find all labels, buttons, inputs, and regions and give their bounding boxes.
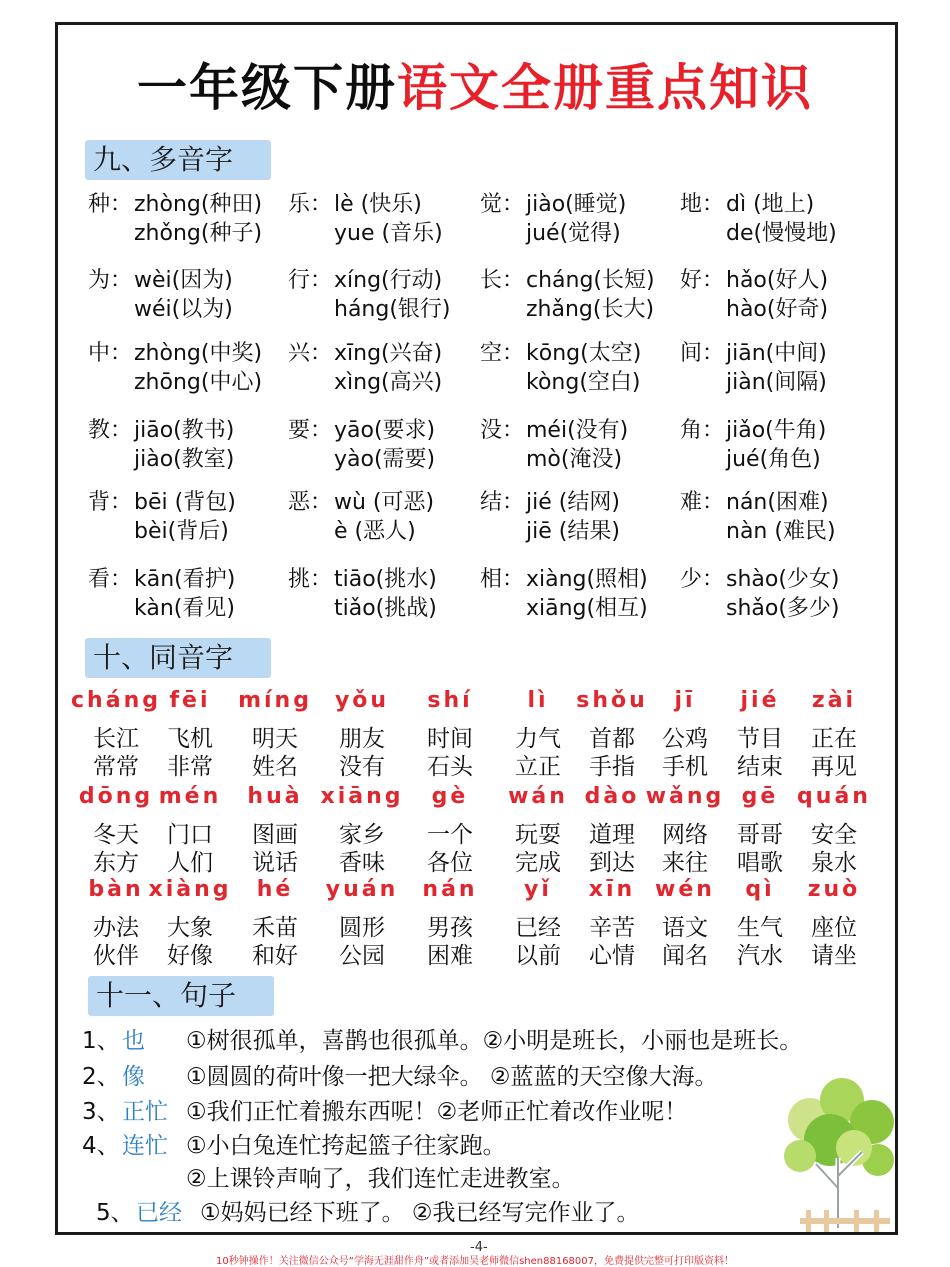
reading-1: yāo(要求) [334,418,436,443]
pinyin-label: fēi [169,688,211,713]
polyphonic-char: 要： [288,418,333,443]
polyphonic-char: 恶： [288,490,333,515]
reading-1: dì (地上) [726,192,815,217]
pinyin-label: quán [797,784,871,809]
pinyin-label: xīn [588,877,636,902]
sentence-text: ①小白兔连忙挎起篮子往家跑。 [186,1133,506,1159]
homophone-word: 结束 [737,754,783,780]
pinyin-label: wǎng [645,784,725,809]
reading-2: shǎo(多少) [726,596,840,621]
pinyin-label: dào [584,784,640,809]
homophone-word: 手机 [662,754,708,780]
pinyin-label: gē [741,784,779,809]
homophone-word: 完成 [515,850,561,876]
homophone-word: 立正 [515,754,561,780]
reading-1: tiāo(挑水) [334,567,437,592]
homophone-word: 座位 [811,915,857,941]
pinyin-row [0,877,950,907]
homophone-word: 心情 [589,943,635,969]
section-9-label: 九、多音字 [85,140,271,180]
homophone-word: 男孩 [427,915,473,941]
homophone-word: 力气 [515,726,561,752]
homophone-word: 好像 [167,943,213,969]
homophone-word: 以前 [515,943,561,969]
homophone-word: 正在 [811,726,857,752]
word-row [0,720,950,750]
homophone-word: 朋友 [339,726,385,752]
reading-1: jié (结网) [526,490,620,515]
homophone-word: 辛苦 [589,915,635,941]
reading-2: zhōng(中心) [134,370,263,395]
homophone-word: 一个 [427,822,473,848]
homophone-word: 香味 [339,850,385,876]
reading-2: bèi(背后) [134,519,229,544]
homophone-word: 圆形 [339,915,385,941]
homophone-word: 明天 [252,726,298,752]
homophone-word: 人们 [167,850,213,876]
pinyin-label: huà [247,784,303,809]
reading-1: xiàng(照相) [526,567,648,592]
polyphonic-item [680,488,870,548]
polyphonic-item [288,339,478,399]
pinyin-label: xiàng [148,877,232,902]
polyphonic-item [288,565,478,625]
polyphonic-char: 长： [480,268,525,293]
reading-1: bēi (背包) [134,490,236,515]
homophone-word: 已经 [515,915,561,941]
reading-2: tiǎo(挑战) [334,596,437,621]
sentence-text: ①妈妈已经下班了。 ②我已经写完作业了。 [200,1200,640,1226]
reading-2: yào(需要) [334,447,436,472]
homophone-word: 大象 [167,915,213,941]
homophone-word: 首都 [589,726,635,752]
polyphonic-item [288,488,478,548]
reading-1: kōng(太空) [526,341,642,366]
homophone-word: 道理 [589,822,635,848]
polyphonic-char: 间： [680,341,725,366]
polyphonic-char: 难： [680,490,725,515]
homophone-word: 姓名 [252,754,298,780]
sentence-number: 5、 [96,1200,134,1226]
homophone-word: 时间 [427,726,473,752]
homophone-word: 网络 [662,822,708,848]
polyphonic-item [480,416,670,476]
polyphonic-item [680,416,870,476]
homophone-word: 请坐 [811,943,857,969]
homophone-word: 石头 [427,754,473,780]
pinyin-label: gè [431,784,469,809]
polyphonic-char: 为： [88,268,133,293]
reading-1: jiào(睡觉) [526,192,627,217]
reading-2: xiāng(相互) [526,596,648,621]
homophone-word: 闻名 [662,943,708,969]
word-row [0,816,950,846]
polyphonic-char: 教： [88,418,133,443]
polyphonic-char: 背： [88,490,133,515]
polyphonic-item [480,565,670,625]
polyphonic-char: 角： [680,418,725,443]
reading-2: zhǎng(长大) [526,297,655,322]
homophone-word: 再见 [811,754,857,780]
page-number: -4- [470,1240,488,1255]
homophone-word: 各位 [427,850,473,876]
page-title [0,48,950,120]
pinyin-label: wán [508,784,568,809]
homophone-word: 公鸡 [662,726,708,752]
polyphonic-char: 少： [680,567,725,592]
pinyin-label: cháng [71,688,161,713]
polyphonic-item [88,339,278,399]
title-black: 一年级下册 [137,59,397,117]
pinyin-label: qì [745,877,775,902]
reading-1: méi(没有) [526,418,629,443]
word-row [0,844,950,874]
reading-1: wèi(因为) [134,268,233,293]
sentence-keyword: 正忙 [122,1099,168,1125]
homophone-word: 伙伴 [93,943,139,969]
reading-2: xìng(高兴) [334,370,443,395]
polyphonic-char: 乐： [288,192,333,217]
polyphonic-char: 地： [680,192,725,217]
polyphonic-char: 好： [680,268,725,293]
homophone-word: 安全 [811,822,857,848]
polyphonic-item [288,416,478,476]
pinyin-row [0,688,950,718]
polyphonic-item [480,190,670,250]
reading-2: háng(银行) [334,297,451,322]
homophone-word: 汽水 [737,943,783,969]
homophone-word: 唱歌 [737,850,783,876]
homophone-word: 东方 [93,850,139,876]
pinyin-label: jié [740,688,780,713]
polyphonic-item [88,565,278,625]
pinyin-label: yǒu [334,688,390,713]
reading-2: kàn(看见) [134,596,235,621]
reading-2: yue (音乐) [334,221,443,246]
homophone-word: 常常 [93,754,139,780]
sentence-number: 3、 [82,1099,120,1125]
homophone-word: 来往 [662,850,708,876]
pinyin-label: zài [811,688,857,713]
pinyin-label: shǒu [576,688,648,713]
polyphonic-item [88,266,278,326]
homophone-word: 长江 [93,726,139,752]
polyphonic-char: 中： [88,341,133,366]
sentence-number: 2、 [82,1064,120,1090]
reading-2: jiē (结果) [526,519,620,544]
polyphonic-char: 相： [480,567,525,592]
polyphonic-char: 挑： [288,567,333,592]
sentence-keyword: 像 [122,1064,145,1090]
polyphonic-char: 种： [88,192,133,217]
sentence-number: 1、 [82,1028,120,1054]
polyphonic-item [288,190,478,250]
pinyin-label: nán [422,877,478,902]
polyphonic-item [480,266,670,326]
pinyin-label: bàn [88,877,144,902]
section-11-label: 十一、句子 [88,976,274,1016]
homophone-word: 玩耍 [515,822,561,848]
pinyin-label: hé [256,877,294,902]
polyphonic-item [680,190,870,250]
reading-2: jiàn(间隔) [726,370,827,395]
polyphonic-char: 没： [480,418,525,443]
pinyin-label: shí [427,688,473,713]
reading-2: hào(好奇) [726,297,829,322]
reading-1: kān(看护) [134,567,236,592]
section-10-label: 十、同音字 [85,638,271,678]
reading-1: zhòng(中奖) [134,341,263,366]
pinyin-label: míng [238,688,312,713]
reading-1: jiāo(教书) [134,418,235,443]
pinyin-label: dōng [78,784,154,809]
pinyin-label: xiāng [320,784,404,809]
reading-2: wéi(以为) [134,297,233,322]
homophone-word: 禾苗 [252,915,298,941]
polyphonic-item [680,266,870,326]
polyphonic-item [680,339,870,399]
reading-1: jiǎo(牛角) [726,418,827,443]
title-red: 语文全册重点知识 [397,59,813,117]
homophone-word: 语文 [662,915,708,941]
reading-2: nàn (难民) [726,519,836,544]
reading-1: lè (快乐) [334,192,422,217]
homophone-word: 办法 [93,915,139,941]
homophone-word: 门口 [167,822,213,848]
reading-2: jué(觉得) [526,221,621,246]
polyphonic-item [480,339,670,399]
polyphonic-char: 空： [480,341,525,366]
homophone-word: 生气 [737,915,783,941]
polyphonic-char: 行： [288,268,333,293]
word-row [0,909,950,939]
homophone-word: 飞机 [167,726,213,752]
homophone-word: 泉水 [811,850,857,876]
reading-1: wù (可恶) [334,490,435,515]
reading-1: xíng(行动) [334,268,443,293]
reading-2: zhǒng(种子) [134,221,263,246]
homophone-word: 和好 [252,943,298,969]
sentence-keyword: 也 [122,1028,145,1054]
reading-1: xīng(兴奋) [334,341,443,366]
pinyin-row [0,784,950,814]
reading-2: de(慢慢地) [726,221,837,246]
sentence-text: ①圆圆的荷叶像一把大绿伞。 ②蓝蓝的天空像大海。 [186,1064,718,1090]
sentence-text: ①树很孤单，喜鹊也很孤单。②小明是班长，小丽也是班长。 [186,1028,803,1054]
pinyin-label: yǐ [524,877,552,902]
polyphonic-item [88,416,278,476]
homophone-word: 图画 [252,822,298,848]
polyphonic-char: 看： [88,567,133,592]
reading-1: jiān(中间) [726,341,827,366]
sentence-text: ②上课铃声响了，我们连忙走进教室。 [186,1166,575,1192]
word-row [0,748,950,778]
pinyin-label: yuán [325,877,399,902]
reading-1: shào(少女) [726,567,840,592]
polyphonic-item [88,488,278,548]
polyphonic-item [88,190,278,250]
reading-1: cháng(长短) [526,268,655,293]
homophone-word: 节目 [737,726,783,752]
pinyin-label: jī [674,688,696,713]
homophone-word: 困难 [427,943,473,969]
pinyin-label: wén [655,877,715,902]
reading-1: zhòng(种田) [134,192,263,217]
reading-2: kòng(空白) [526,370,641,395]
homophone-word: 非常 [167,754,213,780]
polyphonic-char: 兴： [288,341,333,366]
tree-icon [780,1078,898,1238]
reading-1: nán(困难) [726,490,829,515]
sentence-row [0,1022,950,1056]
pinyin-label: mén [158,784,222,809]
sentence-keyword: 已经 [136,1200,182,1226]
pinyin-label: zuò [807,877,861,902]
sentence-keyword: 连忙 [122,1133,168,1159]
homophone-word: 冬天 [93,822,139,848]
pinyin-label: lì [527,688,549,713]
sentence-number: 4、 [82,1133,120,1159]
polyphonic-item [288,266,478,326]
footer-note: 10秒钟操作！关注微信公众号“学海无涯甜作舟”或者添加吴老师微信shen88168007，免费提供完整可打印版资料！ [215,1256,735,1267]
homophone-word: 公园 [339,943,385,969]
polyphonic-char: 结： [480,490,525,515]
homophone-word: 家乡 [339,822,385,848]
reading-2: mò(淹没) [526,447,623,472]
polyphonic-char: 觉： [480,192,525,217]
homophone-word: 没有 [339,754,385,780]
polyphonic-item [480,488,670,548]
homophone-word: 哥哥 [737,822,783,848]
reading-2: jiào(教室) [134,447,235,472]
homophone-word: 到达 [589,850,635,876]
homophone-word: 手指 [589,754,635,780]
reading-2: è (恶人) [334,519,416,544]
sentence-text: ①我们正忙着搬东西呢！②老师正忙着改作业呢！ [186,1099,688,1125]
reading-2: jué(角色) [726,447,821,472]
polyphonic-item [680,565,870,625]
homophone-word: 说话 [252,850,298,876]
word-row [0,937,950,967]
reading-1: hǎo(好人) [726,268,829,293]
